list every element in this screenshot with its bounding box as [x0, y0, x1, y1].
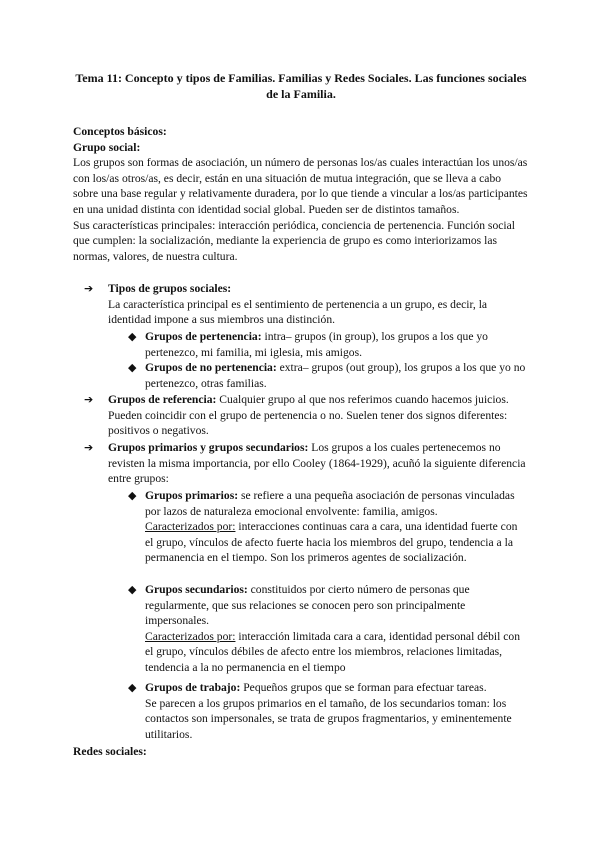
arrow-bullet-icon: ➔	[84, 282, 94, 295]
primarios-secundarios-text: Los grupos a los cuales pertenecemos no revisten la misma importancia, por ello Cooley (1864-1929), acuñó la siguiente diferencia entre grupos:	[108, 441, 526, 486]
trabajo-text: Pequeños grupos que se forman para efectuar tareas.	[240, 681, 487, 694]
primarios-item	[128, 488, 528, 566]
diamond-bullet-icon: ◆	[128, 361, 137, 374]
grupo-social-heading: Grupo social:	[73, 140, 141, 154]
redes-section	[73, 744, 528, 760]
secundarios-label: Grupos secundarios:	[145, 583, 248, 596]
document-title	[70, 70, 532, 102]
tipos-section	[84, 281, 528, 328]
title-line-1: Tema 11: Concepto y tipos de Familias. Familias y Redes Sociales. Las funciones sociales	[75, 71, 527, 85]
secundarios-caracterizados-label: Caracterizados por:	[145, 629, 236, 643]
referencia-text: Cualquier grupo al que nos referimos cuando hacemos juicios. Pueden coincidir con el grupo de pertenencia o no. Suelen tener dos signos diferentes: positivos o negativos.	[108, 393, 509, 438]
secundarios-caracterizados-text: interacción limitada cara a cara, identidad personal débil con el grupo, vínculos débiles de afecto entre los miembros, relaciones limitadas, tendencia a la no permanencia en el tiempo	[145, 629, 521, 674]
grupo-social-paragraph: Los grupos son formas de asociación, un número de personas los/as cuales interactúan los unos/as con los/as otros/as, es decir, están en una situación de mutua integración, que se lleva a cabo sobre una base regular y relativamente duradera, por lo que tiende a vincular a los/as participantes en una unidad distinta con identidad social global. Pueden ser de distintos tamaños.	[73, 156, 528, 216]
pertenencia-text: intra– grupos (in group), los grupos a los que yo pertenezco, mi familia, mi iglesia, mis amigos.	[145, 330, 488, 359]
referencia-section	[84, 392, 528, 439]
primarios-label: Grupos primarios:	[145, 489, 239, 502]
trabajo-label: Grupos de trabajo:	[145, 681, 241, 694]
diamond-bullet-icon: ◆	[128, 681, 137, 694]
arrow-bullet-icon: ➔	[84, 393, 94, 406]
primarios-caracterizados-label: Caracterizados por:	[145, 520, 236, 534]
primarios-secundarios-label: Grupos primarios y grupos secundarios:	[108, 441, 309, 454]
pertenencia-label: Grupos de pertenencia:	[145, 330, 262, 343]
secundarios-text: constituidos por cierto número de personas que regularmente, que sus relaciones se conocen pero son principalmente impersonales.	[145, 583, 470, 628]
no-pertenencia-item	[128, 360, 528, 391]
diamond-bullet-icon: ◆	[128, 489, 137, 502]
conceptos-heading: Conceptos básicos:	[73, 125, 167, 138]
no-pertenencia-text: extra– grupos (out group), los grupos a los que yo no pertenezco, otras familias.	[145, 361, 526, 390]
arrow-bullet-icon: ➔	[84, 441, 94, 454]
primarios-secundarios-section	[84, 440, 528, 487]
tipos-heading: Tipos de grupos sociales:	[108, 282, 232, 295]
redes-heading: Redes sociales:	[73, 745, 147, 758]
trabajo-text-2: Se parecen a los grupos primarios en el tamaño, de los secundarios toman: los contactos son impersonales, se trata de grupos fragmentarios, y eminentemente utilitarios.	[145, 696, 512, 741]
no-pertenencia-label: Grupos de no pertenencia:	[145, 361, 277, 374]
referencia-label: Grupos de referencia:	[108, 393, 217, 406]
title-line-2: de la Familia.	[266, 87, 336, 101]
trabajo-item	[128, 680, 528, 742]
secundarios-item	[128, 582, 528, 676]
conceptos-section	[73, 124, 528, 264]
caracteristicas-paragraph: Sus características principales: interacción periódica, conciencia de pertenencia. Función social que cumplen: la socialización, mediante la experiencia de grupo es como interiorizamos las normas, valores, de nuestra cultura.	[73, 218, 515, 263]
pertenencia-item	[128, 329, 528, 360]
tipos-paragraph: La característica principal es el sentimiento de pertenencia a un grupo, es decir, la identidad impone a sus miembros una distinción.	[108, 297, 488, 327]
primarios-caracterizados-text: interacciones continuas cara a cara, una identidad fuerte con el grupo, vínculos de afecto fuerte hacia los miembros del grupo, tendencia a la permanencia en el tiempo. Son los primeros agentes de socialización.	[145, 520, 518, 565]
diamond-bullet-icon: ◆	[128, 330, 137, 343]
diamond-bullet-icon: ◆	[128, 583, 137, 596]
primarios-text: se refiere a una pequeña asociación de personas vinculadas por lazos de naturaleza emocional envolvente: familia, amigos.	[145, 489, 515, 518]
